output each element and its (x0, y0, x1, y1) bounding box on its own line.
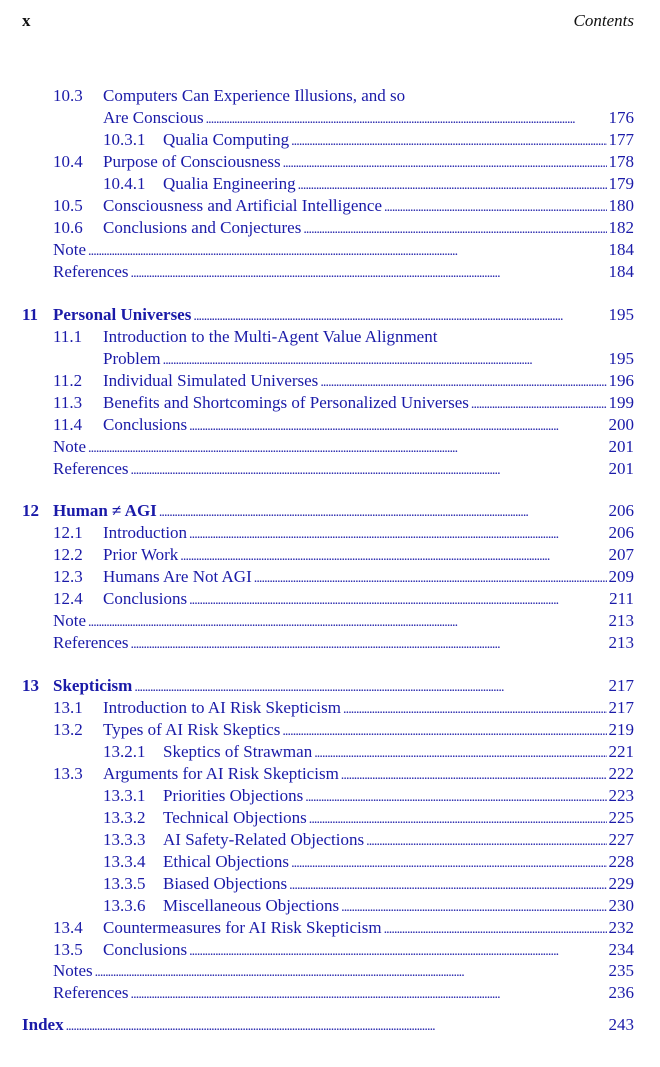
toc-entry[interactable] (0, 348, 634, 370)
toc-entry-title: Benefits and Shortcomings of Personalized Universes (103, 393, 469, 412)
toc-entry[interactable] (0, 939, 634, 961)
toc-entry-title: Conclusions (103, 940, 188, 959)
toc-entry-title: References (53, 262, 129, 281)
toc-entry-title: Types of AI Risk Skeptics (103, 720, 281, 739)
dot-leader (254, 568, 607, 590)
dot-leader (189, 524, 606, 546)
toc-entry-page: 235 (608, 961, 634, 980)
dot-leader (303, 219, 606, 241)
toc-entry-page: 176 (608, 108, 634, 127)
toc-entry-page: 217 (608, 698, 634, 717)
toc-entry-title: Note (53, 611, 87, 630)
toc-entry-page: 219 (608, 720, 634, 739)
toc-entry[interactable] (0, 544, 634, 566)
running-head (22, 11, 634, 35)
toc-entry-number: 10.3 (53, 86, 83, 105)
toc-entry-title: Ethical Objections (163, 852, 290, 871)
toc-entry-number: 13.2 (53, 720, 83, 739)
toc-entry-number: 13.3.2 (103, 808, 146, 827)
toc-entry-number: 10.4 (53, 152, 83, 171)
dot-leader (283, 153, 607, 175)
toc-entry-page: 236 (608, 983, 634, 1002)
toc-entry-page: 228 (608, 852, 634, 871)
toc-entry[interactable] (0, 261, 634, 283)
toc-entry[interactable] (0, 129, 634, 151)
toc-entry-title: Skepticism (53, 676, 133, 695)
dot-leader (282, 721, 606, 743)
toc-entry-title: Personal Universes (53, 305, 192, 324)
toc-entry-page: 201 (608, 437, 634, 456)
dot-leader (134, 677, 606, 699)
toc-entry-title: Problem (103, 349, 161, 368)
toc-entry-page: 222 (608, 764, 634, 783)
toc-entry-number: 13.4 (53, 918, 83, 937)
toc-entry-page: 200 (608, 415, 634, 434)
toc-entry-number: 13.3.1 (103, 786, 146, 805)
toc-entry[interactable] (0, 851, 634, 873)
toc-entry-title: Skeptics of Strawman (163, 742, 313, 761)
toc-entry-page: 196 (608, 371, 634, 390)
dot-leader (471, 394, 607, 416)
toc-entry-title: Introduction to AI Risk Skepticism (103, 698, 341, 717)
toc-entry[interactable] (0, 895, 634, 917)
dot-leader (309, 809, 607, 831)
dot-leader (341, 897, 606, 919)
toc-entry-title: Prior Work (103, 545, 179, 564)
toc-entry-title: Index (22, 1015, 64, 1034)
toc-entry[interactable] (0, 304, 634, 326)
dot-leader (95, 962, 607, 984)
toc-entry-page: 180 (608, 196, 634, 215)
toc-entry-page: 223 (608, 786, 634, 805)
toc-entry[interactable] (0, 960, 634, 982)
toc-entry-number: 11.4 (53, 415, 83, 434)
toc-entry[interactable] (0, 326, 634, 348)
toc-entry-page: 211 (609, 589, 634, 608)
toc-entry-page: 182 (608, 218, 634, 237)
toc-entry[interactable] (0, 873, 634, 895)
toc-entry-number: 11.2 (53, 371, 83, 390)
toc-entry-page: 206 (608, 501, 634, 520)
toc-entry[interactable] (0, 763, 634, 785)
toc-entry-number: 13.5 (53, 940, 83, 959)
toc-entry-title: Purpose of Consciousness (103, 152, 281, 171)
dot-leader (291, 853, 606, 875)
dot-leader (131, 460, 607, 482)
toc-entry-title: Miscellaneous Objections (163, 896, 340, 915)
toc-entry-page: 177 (608, 130, 634, 149)
toc-entry[interactable] (0, 1014, 634, 1036)
dot-leader (189, 590, 607, 612)
toc-entry[interactable] (0, 566, 634, 588)
dot-leader (88, 241, 606, 263)
toc-entry-page: 234 (608, 940, 634, 959)
toc-entry-page: 209 (608, 567, 634, 586)
toc-entry-page: 229 (608, 874, 634, 893)
toc-entry-title: References (53, 633, 129, 652)
toc-entry-number: 10.5 (53, 196, 83, 215)
toc-entry[interactable] (0, 917, 634, 939)
page-number: x (22, 11, 31, 30)
toc-entry-page: 206 (608, 523, 634, 542)
toc-entry[interactable] (0, 675, 634, 697)
toc-entry[interactable] (0, 632, 634, 654)
dot-leader (314, 743, 606, 765)
toc-entry-title: Consciousness and Artificial Intelligence (103, 196, 383, 215)
toc-entry[interactable] (0, 458, 634, 480)
toc-entry-number: 12.1 (53, 523, 83, 542)
toc-entry-title: Note (53, 240, 87, 259)
dot-leader (88, 438, 606, 460)
toc-entry[interactable] (0, 522, 634, 544)
toc-entry-title: Arguments for AI Risk Skepticism (103, 764, 339, 783)
toc-entry-page: 207 (608, 545, 634, 564)
toc-entry-page: 217 (608, 676, 634, 695)
toc-entry-number: 13.3.4 (103, 852, 146, 871)
toc-entry-page: 195 (608, 349, 634, 368)
toc-entry[interactable] (0, 719, 634, 741)
toc-entry[interactable] (0, 982, 634, 1004)
toc-entry[interactable] (0, 697, 634, 719)
toc-entry-page: 232 (608, 918, 634, 937)
toc-entry-title: Individual Simulated Universes (103, 371, 319, 390)
toc-entry[interactable] (0, 195, 634, 217)
dot-leader (206, 109, 607, 131)
dot-leader (291, 131, 606, 153)
toc-entry-number: 13.3.5 (103, 874, 146, 893)
toc-entry-number: 12 (22, 501, 39, 520)
toc-entry[interactable] (0, 785, 634, 807)
toc-entry[interactable] (0, 807, 634, 829)
toc-entry-title: Computers Can Experience Illusions, and so (103, 86, 406, 105)
toc-entry-title: Conclusions and Conjectures (103, 218, 302, 237)
dot-leader (193, 306, 606, 328)
dot-leader (289, 875, 606, 897)
toc-entry-title: References (53, 459, 129, 478)
toc-entry-page: 178 (608, 152, 634, 171)
toc-entry-number: 13.1 (53, 698, 83, 717)
toc-entry-title: Qualia Computing (163, 130, 290, 149)
toc-entry-page: 221 (608, 742, 634, 761)
toc-entry-number: 12.2 (53, 545, 83, 564)
running-section-title: Contents (573, 11, 634, 30)
toc-entry-title: Notes (53, 961, 93, 980)
toc-entry-title: Introduction to the Multi-Agent Value Alignment (103, 327, 438, 346)
dot-leader (131, 634, 607, 656)
toc-entry-number: 13 (22, 676, 39, 695)
toc-entry-number: 11.3 (53, 393, 83, 412)
toc-entry[interactable] (0, 741, 634, 763)
toc-entry-page: 195 (608, 305, 634, 324)
toc-entry-page: 213 (608, 633, 634, 652)
toc-entry[interactable] (0, 370, 634, 392)
toc-entry[interactable] (0, 588, 634, 610)
dot-leader (131, 263, 607, 285)
toc-entry-title: Conclusions (103, 415, 188, 434)
toc-entry-number: 11 (22, 305, 39, 324)
toc-entry[interactable] (0, 436, 634, 458)
toc-entry-title: Technical Objections (163, 808, 307, 827)
toc-entry[interactable] (0, 500, 634, 522)
toc-entry[interactable] (0, 107, 634, 129)
toc-entry-page: 201 (608, 459, 634, 478)
toc-entry-title: Are Conscious (103, 108, 204, 127)
dot-leader (341, 765, 607, 787)
dot-leader (343, 699, 607, 721)
dot-leader (180, 546, 606, 568)
toc-entry[interactable] (0, 414, 634, 436)
toc-entry-page: 179 (608, 174, 634, 193)
toc-entry-number: 10.6 (53, 218, 83, 237)
toc-entry-number: 10.3.1 (103, 130, 146, 149)
toc-entry-title: Countermeasures for AI Risk Skepticism (103, 918, 382, 937)
toc-entry-title: Note (53, 437, 87, 456)
toc-entry-page: 227 (608, 830, 634, 849)
toc-entry[interactable] (0, 173, 634, 195)
toc-entry[interactable] (0, 217, 634, 239)
dot-leader (320, 372, 606, 394)
toc-entry[interactable] (0, 85, 634, 107)
dot-leader (66, 1016, 607, 1038)
toc-entry-page: 225 (608, 808, 634, 827)
toc-entry-title: Introduction (103, 523, 188, 542)
toc-entry-title: Qualia Engineering (163, 174, 296, 193)
dot-leader (88, 612, 606, 634)
toc-entry[interactable] (0, 151, 634, 173)
dot-leader (298, 175, 607, 197)
dot-leader (189, 416, 606, 438)
dot-leader (305, 787, 606, 809)
toc-entry-title: AI Safety-Related Objections (163, 830, 365, 849)
toc-entry[interactable] (0, 239, 634, 261)
toc-entry-page: 230 (608, 896, 634, 915)
toc-entry-number: 12.3 (53, 567, 83, 586)
toc-entry[interactable] (0, 610, 634, 632)
toc-entry-title: References (53, 983, 129, 1002)
toc-entry-title: Priorities Objections (163, 786, 304, 805)
toc-entry-title: Humans Are Not AGI (103, 567, 252, 586)
toc-entry-number: 13.2.1 (103, 742, 146, 761)
toc-entry-title: Conclusions (103, 589, 188, 608)
toc-entry[interactable] (0, 392, 634, 414)
toc-entry-number: 10.4.1 (103, 174, 146, 193)
toc-entry-page: 184 (608, 262, 634, 281)
dot-leader (384, 197, 606, 219)
toc-entry[interactable] (0, 829, 634, 851)
dot-leader (159, 502, 607, 524)
toc-entry-number: 13.3 (53, 764, 83, 783)
dot-leader (163, 350, 607, 372)
toc-entry-page: 243 (608, 1015, 634, 1034)
toc-entry-number: 13.3.6 (103, 896, 146, 915)
toc-entry-title: Biased Objections (163, 874, 288, 893)
toc-entry-title: Human ≠ AGI (53, 501, 157, 520)
toc-entry-number: 13.3.3 (103, 830, 146, 849)
toc-entry-number: 11.1 (53, 327, 83, 346)
dot-leader (366, 831, 606, 853)
toc-entry-number: 12.4 (53, 589, 83, 608)
dot-leader (384, 919, 607, 941)
dot-leader (131, 984, 607, 1006)
toc-entry-page: 213 (608, 611, 634, 630)
toc-entry-page: 199 (608, 393, 634, 412)
toc-entry-page: 184 (608, 240, 634, 259)
